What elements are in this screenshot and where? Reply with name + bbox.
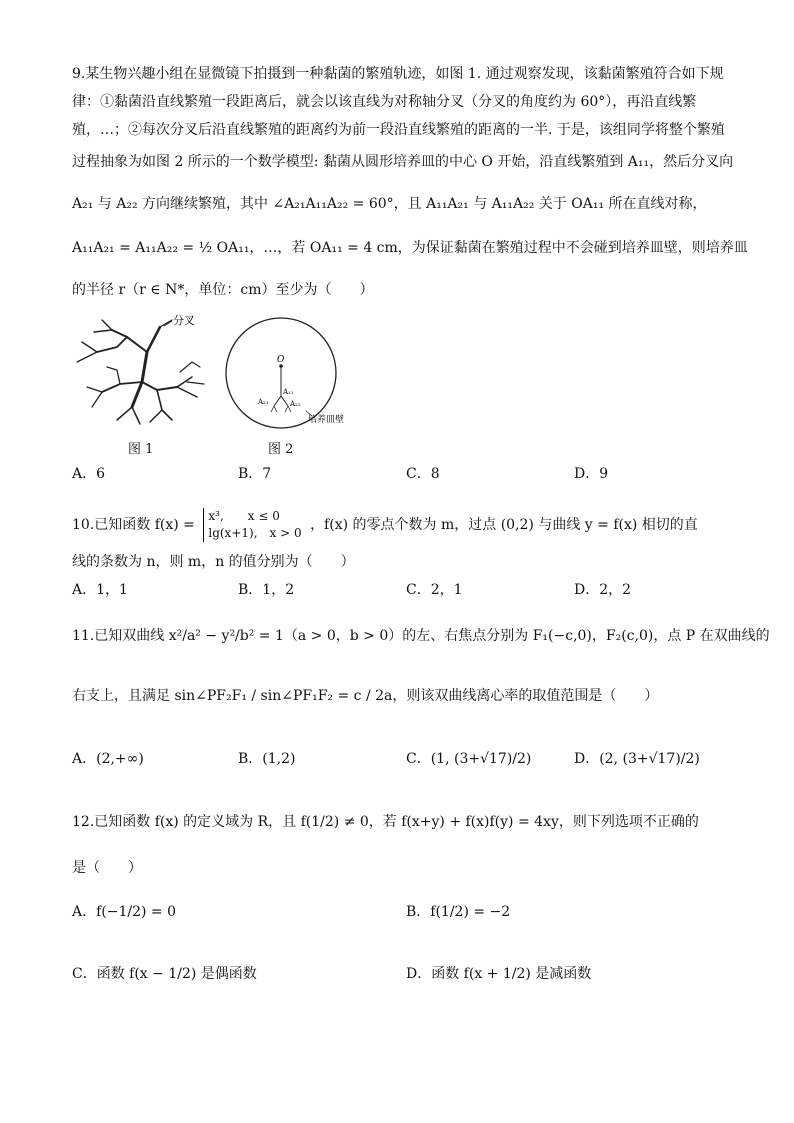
figure-2-caption: 图 2 [268, 442, 294, 457]
q9-option-d: D．9 [574, 466, 609, 482]
q11-line-2: 右支上，且满足 sin∠PF₂F₁ / sin∠PF₁F₂ = c / 2a，则该双曲线离心率的取值范围是（ ） [72, 688, 659, 704]
fig2-label-A22: A₂₂ [290, 400, 301, 408]
fig2-center-O: O [277, 355, 285, 365]
q11-option-c: C．(1, (3+√17)/2) [406, 751, 532, 767]
q9-line-2: 律：①黏菌沿直线繁殖一段距离后，就会以该直线为对称轴分叉（分叉的角度约为 60°），再沿直线繁 [72, 94, 697, 110]
q9-line-1: 9.某生物兴趣小组在显微镜下拍摄到一种黏菌的繁殖轨迹，如图 1. 通过观察发现，该黏菌繁殖符合如下规 [72, 66, 724, 82]
q12-line-1: 12.已知函数 f(x) 的定义域为 R，且 f(1/2) ≠ 0，若 f(x+y) + f(x)f(y) = 4xy，则下列选项不正确的 [72, 814, 699, 830]
q10-suffix: ，f(x) 的零点个数为 m，过点 (0,2) 与曲线 y = f(x) 相切的直 [310, 517, 698, 533]
q12-line-2: 是（ ） [72, 860, 142, 876]
q10-option-b: B．1，2 [238, 582, 295, 598]
q9-line-5: A₂₁ 与 A₂₂ 方向继续繁殖，其中 ∠A₂₁A₁₁A₂₂ = 60°，且 A₁₁A₂₁ 与 A₁₁A₂₂ 关于 OA₁₁ 所在直线对称， [72, 196, 707, 212]
q10-prefix: 10.已知函数 f(x) = [72, 517, 195, 533]
q10-case-2: lg(x+1), x > 0 [208, 526, 302, 540]
figure-1-caption: 图 1 [128, 442, 154, 457]
q11-option-b: B．(1,2) [238, 751, 296, 767]
q10-line-1 [72, 508, 698, 542]
fig2-label-A11: A₁₁ [283, 388, 294, 396]
q9-line-7: 的半径 r（r ∈ N*，单位：cm）至少为（ ） [72, 282, 374, 298]
q10-option-a: A．1，1 [72, 582, 128, 598]
fig2-wall-label: 培养皿壁 [308, 415, 345, 425]
q11-option-a: A．(2,+∞) [72, 751, 144, 767]
q9-option-b: B．7 [238, 466, 272, 482]
q9-option-a: A．6 [72, 466, 106, 482]
q10-option-c: C．2，1 [406, 582, 463, 598]
figure-1-slime-mold [72, 312, 212, 427]
q10-line-2: 线的条数为 n，则 m，n 的值分别为（ ） [72, 554, 355, 570]
q12-option-b: B．f(1/2) = −2 [406, 904, 511, 920]
figure-2-petri-dish [222, 316, 352, 431]
fig2-label-A21: A₂₁ [258, 398, 269, 406]
q12-option-a: A．f(−1/2) = 0 [72, 904, 177, 920]
q12-option-d: D．函数 f(x + 1/2) 是减函数 [406, 966, 592, 982]
q12-option-c: C．函数 f(x − 1/2) 是偶函数 [72, 966, 257, 982]
fig1-fork-label: 分叉 [173, 314, 195, 327]
q10-option-d: D．2，2 [574, 582, 632, 598]
q9-line-6: A₁₁A₂₁ = A₁₁A₂₂ = ½ OA₁₁，…，若 OA₁₁ = 4 cm，为保证黏菌在繁殖过程中不会碰到培养皿壁，则培养皿 [72, 240, 748, 256]
q9-line-4: 过程抽象为如图 2 所示的一个数学模型: 黏菌从圆形培养皿的中心 O 开始，沿直线繁殖到 A₁₁，然后分叉向 [72, 154, 734, 170]
q9-line-3: 殖，…；②每次分叉后沿直线繁殖的距离约为前一段沿直线繁殖的距离的一半. 于是，该组同学将整个繁殖 [72, 122, 725, 138]
q9-option-c: C．8 [406, 466, 440, 482]
q10-case-1: x³, x ≤ 0 [208, 509, 280, 523]
q11-line-1: 11.已知双曲线 x²/a² − y²/b² = 1（a > 0，b > 0）的左、右焦点分别为 F₁(−c,0)，F₂(c,0)，点 P 在双曲线的 [72, 628, 770, 644]
q11-option-d: D．(2, (3+√17)/2) [574, 751, 700, 767]
